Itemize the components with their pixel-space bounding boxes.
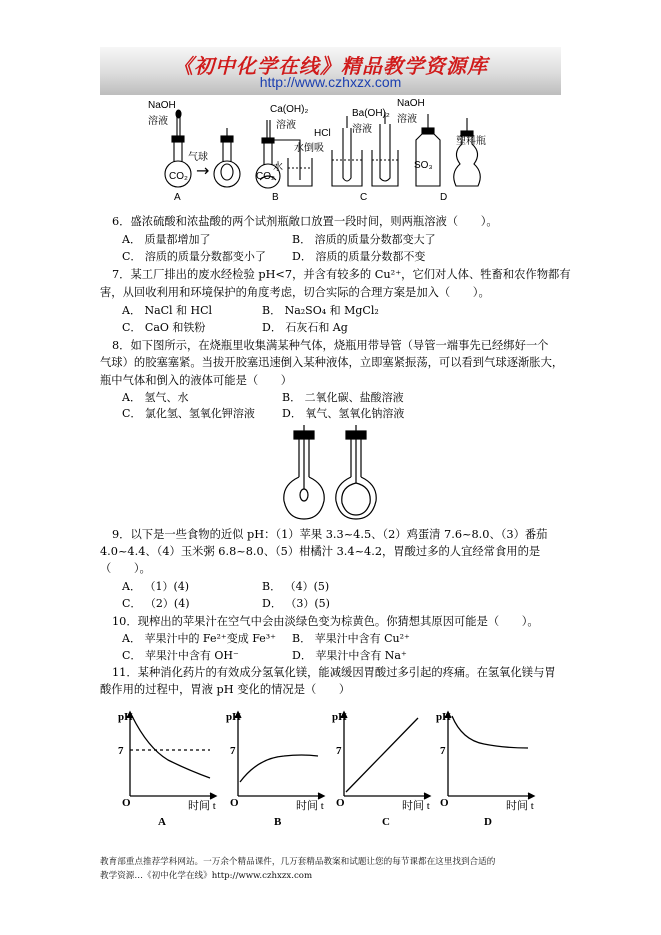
arrow-a: → xyxy=(196,161,210,180)
label-b-co2: CO₂ xyxy=(256,171,275,182)
graph-b-time-label: 时间 t xyxy=(296,800,324,812)
banner-title: 《初中化学在线》精品教学资源库 xyxy=(173,54,488,78)
q10-option-c: C． 苹果汁中含有 OH⁻ xyxy=(122,649,239,662)
q7-option-d: D． 石灰石和 Ag xyxy=(262,321,348,334)
apparatus-letter-b: B xyxy=(272,192,279,203)
apparatus-figure xyxy=(130,98,490,210)
graph-letter-d: D xyxy=(484,816,492,828)
q8-stem-line2: 气球）的胶塞塞紧。当拔开胶塞迅速倒入某种液体，立即塞紧振荡，可以看到气球逐渐胀大， xyxy=(100,356,564,369)
q11-stem-line1: 11．某种消化药片的有效成分氢氧化镁，能减缓因胃酸过多引起的疼痛。在氢氧化镁与胃 xyxy=(112,666,556,679)
q7-option-a: A． NaCl 和 HCl xyxy=(122,304,213,317)
graph-d-origin: O xyxy=(440,797,449,809)
q7-stem-line2: 害，从回收利用和环境保护的角度考虑，切合实际的合理方案是加入（ ）。 xyxy=(100,286,490,299)
graph-b-origin: O xyxy=(230,797,239,809)
q9-option-c: C． （2）(4) xyxy=(122,597,190,610)
label-a-balloon: 气球 xyxy=(188,152,208,163)
graph-b-ph-label: pH xyxy=(226,711,241,723)
banner-url[interactable]: http://www.czhxzx.com xyxy=(259,74,402,90)
q10-option-b: B． 苹果汁中含有 Cu²⁺ xyxy=(292,632,410,645)
graph-c-origin: O xyxy=(336,797,345,809)
label-a-solution: 溶液 xyxy=(148,116,168,127)
q9-stem-line1: 9．以下是一些食物的近似 pH：（1）苹果 3.3~4.5、（2）鸡蛋清 7.6~8.0、（3）番茄 xyxy=(112,528,548,541)
q9-stem-line3: （ ）。 xyxy=(100,562,151,575)
q7-stem-line1: 7．某工厂排出的废水经检验 pH<7，并含有较多的 Cu²⁺，它们对人体、牲畜和农作物都有 xyxy=(112,268,571,281)
graph-letter-b: B xyxy=(274,816,282,828)
q10-stem: 10．现榨出的苹果汁在空气中会由淡绿色变为棕黄色。你猜想其原因可能是（ ）。 xyxy=(112,615,539,628)
q8-option-b: B． 二氧化碳、盐酸溶液 xyxy=(282,391,404,404)
q9-option-a: A． （1）(4) xyxy=(122,580,190,593)
site-banner xyxy=(100,47,561,95)
graph-c-ph-label: pH xyxy=(332,711,347,723)
q6-option-a: A． 质量都增加了 xyxy=(122,233,211,246)
q6-stem: 6．盛浓硫酸和浓盐酸的两个试剂瓶敞口放置一段时间，则两瓶溶液（ ）。 xyxy=(112,215,498,228)
graph-a-ph-label: pH xyxy=(118,711,133,723)
label-b-water: 水 xyxy=(273,162,283,173)
graph-d-seven: 7 xyxy=(440,745,446,757)
q9-option-b: B． （4）(5) xyxy=(262,580,330,593)
label-a-naoh: NaOH xyxy=(148,100,176,111)
q8-stem-line1: 8．如下图所示，在烧瓶里收集满某种气体，烧瓶用带导管（导管一端事先已经绑好一个 xyxy=(112,339,549,352)
graph-a-curve xyxy=(132,716,210,778)
label-b-backflow: 水倒吸 xyxy=(294,143,324,154)
q6-option-d: D． 溶质的质量分数都不变 xyxy=(292,250,426,263)
ph-graphs xyxy=(118,708,538,808)
q6-option-b: B． 溶质的质量分数都变大了 xyxy=(292,233,436,246)
label-b-solution: 溶液 xyxy=(276,120,296,131)
q11-stem-line2: 酸作用的过程中，胃液 pH 变化的情况是（ ） xyxy=(100,683,351,696)
footer-line2: 教学资源…《初中化学在线》http://www.czhxzx.com xyxy=(100,871,313,881)
apparatus-letter-a: A xyxy=(174,192,181,203)
label-d-plastic-bottle: 塑料瓶 xyxy=(456,136,486,147)
label-b-caoh2: Ca(OH)₂ xyxy=(270,104,309,115)
graph-d-curve xyxy=(452,716,528,748)
q8-option-a: A． 氢气、水 xyxy=(122,391,189,404)
graph-d-ph-label: pH xyxy=(436,711,451,723)
q10-option-d: D． 苹果汁中含有 Na⁺ xyxy=(292,649,407,662)
q10-option-a: A． 苹果汁中的 Fe²⁺变成 Fe³⁺ xyxy=(122,632,276,645)
graph-c-seven: 7 xyxy=(336,745,342,757)
graph-letter-c: C xyxy=(382,816,390,828)
graph-letter-a: A xyxy=(158,816,166,828)
q7-option-c: C． CaO 和铁粉 xyxy=(122,321,206,334)
label-c-solution: 溶液 xyxy=(352,124,372,135)
apparatus-letter-d: D xyxy=(440,192,448,203)
footer-line1: 教育部重点推荐学科网站。一万余个精品课件，几万套精品教案和试题让您的每节课都在这里找到合适的 xyxy=(100,857,496,867)
graph-c-time-label: 时间 t xyxy=(402,800,430,812)
graph-b-curve xyxy=(240,755,318,782)
label-c-baoh2: Ba(OH)₂ xyxy=(352,108,390,119)
graph-a-seven: 7 xyxy=(118,745,124,757)
flask-balloon-figure xyxy=(278,425,398,523)
apparatus-letter-c: C xyxy=(360,192,368,203)
label-d-solution: 溶液 xyxy=(397,114,417,125)
graph-c-curve xyxy=(346,718,418,792)
label-d-naoh: NaOH xyxy=(397,98,425,109)
graph-b-seven: 7 xyxy=(230,745,236,757)
q8-stem-line3: 瓶中气体和倒入的液体可能是（ ） xyxy=(100,374,293,387)
label-a-co2: CO₂ xyxy=(169,171,188,182)
label-c-hcl: HCl xyxy=(314,128,331,139)
q6-option-c: C． 溶质的质量分数都变小了 xyxy=(122,250,266,263)
q9-stem-line2: 4.0~4.4、（4）玉米粥 6.8~8.0、（5）柑橘汁 3.4~4.2，胃酸过多的人宜经常食用的是 xyxy=(100,545,541,558)
q9-option-d: D． （3）(5) xyxy=(262,597,330,610)
q8-option-c: C． 氯化氢、氢氧化钾溶液 xyxy=(122,407,255,420)
label-d-so3: SO₃ xyxy=(414,160,433,171)
q8-option-d: D． 氧气、氢氧化钠溶液 xyxy=(282,407,405,420)
graph-a-time-label: 时间 t xyxy=(188,800,216,812)
graph-d-time-label: 时间 t xyxy=(506,800,534,812)
q7-option-b: B． Na₂SO₄ 和 MgCl₂ xyxy=(262,304,379,317)
graph-a-origin: O xyxy=(122,797,131,809)
